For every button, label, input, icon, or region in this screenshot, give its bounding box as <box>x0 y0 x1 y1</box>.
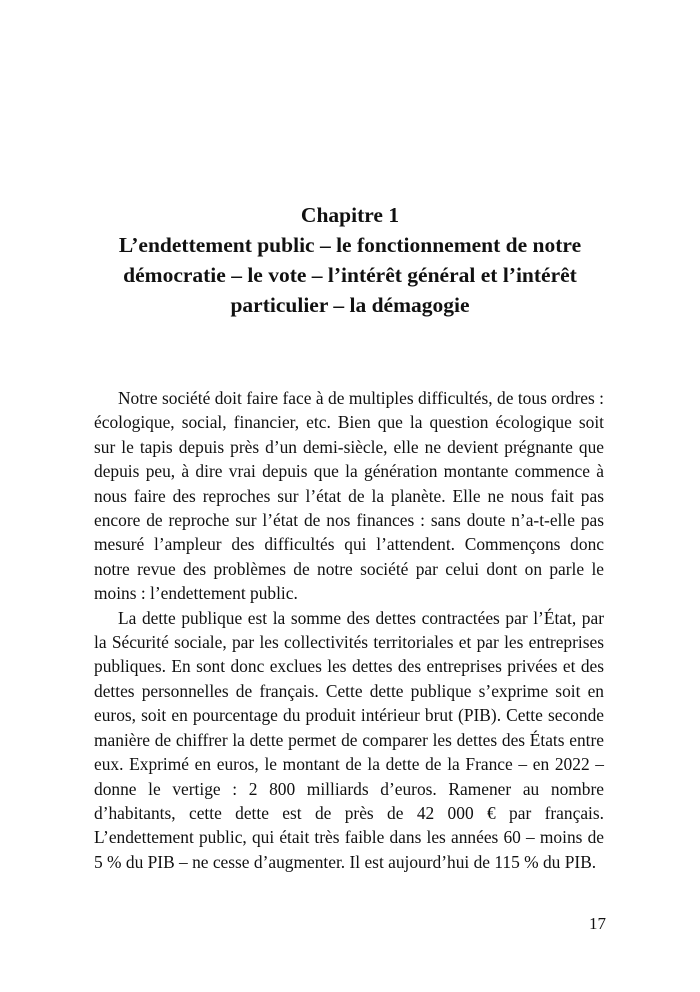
chapter-number: Chapitre 1 <box>300 203 400 227</box>
chapter-heading <box>95 200 605 320</box>
chapter-title-line: L’endettement public – le fonctionnement de notre <box>118 233 582 257</box>
page-number: 17 <box>589 914 606 933</box>
chapter-title-line: particulier – la démagogie <box>230 293 470 317</box>
chapter-title-line: démocratie – le vote – l’intérêt général et l’intérêt <box>123 263 577 287</box>
paragraph: La dette publique est la somme des dettes contractées par l’État, par la Sécurité sociale, par les collectivités territoriales et par les entreprises publiques. En sont donc exclues les dettes des entreprises privées et des dettes personnelles de français. Cette dette publique s’exprime soit en euros, soit en pourcentage du produit intérieur brut (PIB). Cette seconde manière de chiffrer la dette permet de comparer les dettes des États entre eux. Exprimé en euros, le montant de la dette de la France – en 2022 – donne le vertige : 2 800 milliards d’euros. Ramener au nombre d’habitants, cette dette est de près de 42 000 € par français. L’endettement public, qui était très faible dans les années 60 – moins de 5 % du PIB – ne cesse d’augmenter. Il est aujourd’hui de 115 % du PIB. <box>94 607 604 872</box>
paragraph: Notre société doit faire face à de multiples difficultés, de tous ordres : écologique, social, financier, etc. Bien que la question écologique soit sur le tapis depuis près d’un demi-siècle, elle ne devient prégnante que depuis peu, à dire vrai depuis que la génération montante commence à nous faire des reproches sur l’état de la planète. Elle ne nous fait pas encore de reproche sur l’état de nos finances : sans doute n’a-t-elle pas mesuré l’ampleur des difficultés qui l’attendent. Commençons donc notre revue des problèmes de notre société par celui dont on parle le moins : l’endettement public. <box>94 388 604 604</box>
body-text <box>94 386 604 874</box>
